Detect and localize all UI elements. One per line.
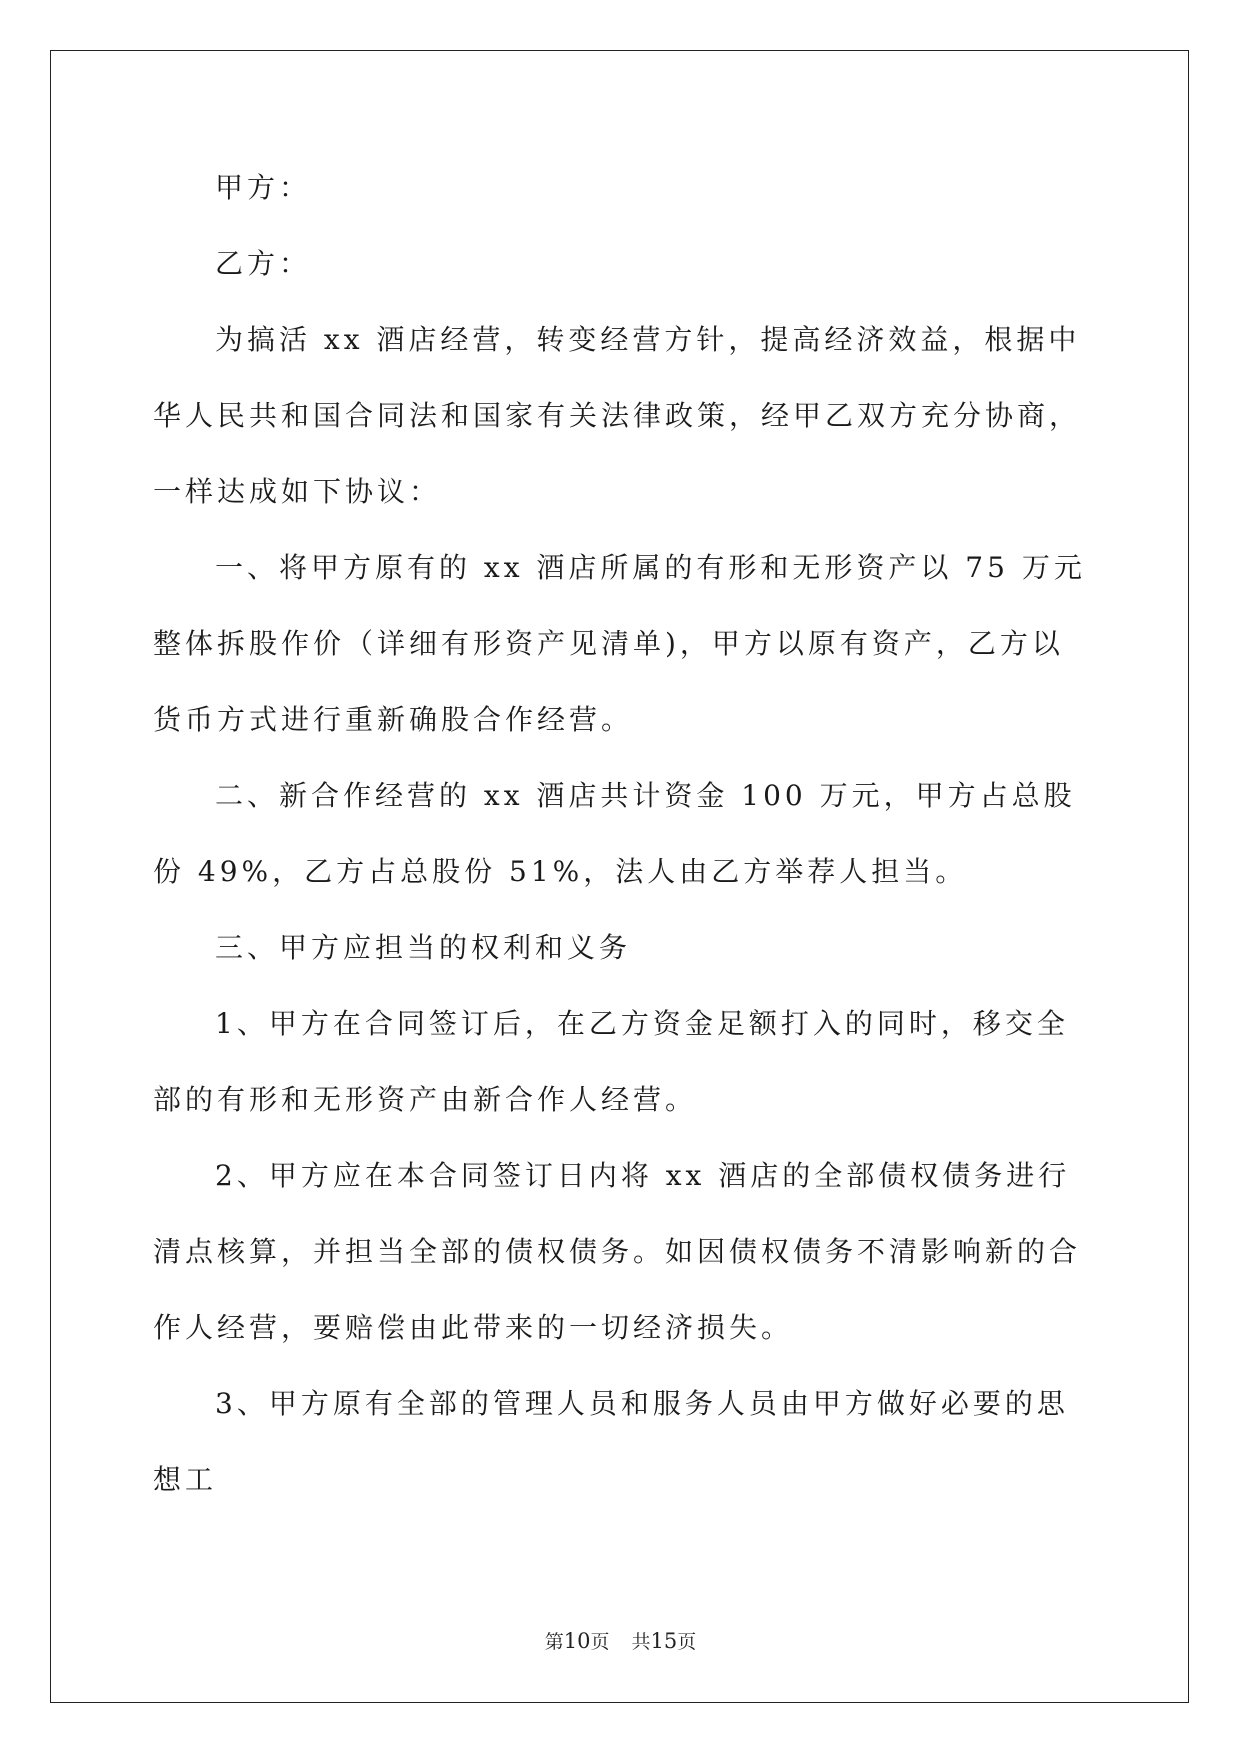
- clause-3-item-1: 1、甲方在合同签订后，在乙方资金足额打入的同时，移交全部的有形和无形资产由新合作人经营。: [153, 1007, 1069, 1116]
- clause-2-paragraph: 二、新合作经营的 xx 酒店共计资金 100 万元，甲方占总股份 49%，乙方占总股份 51%，法人由乙方举荐人担当。: [153, 779, 1076, 888]
- total-suffix: 页: [677, 1631, 697, 1653]
- document-body: [153, 150, 1088, 1518]
- total-prefix: 共: [631, 1631, 651, 1653]
- party-a-line: 甲方：: [215, 171, 312, 204]
- page-total-number: 15: [650, 1629, 678, 1653]
- clause-1-paragraph: 一、将甲方原有的 xx 酒店所属的有形和无形资产以 75 万元整体拆股作价（详细有形资产见清单)，甲方以原有资产，乙方以货币方式进行重新确股合作经营。: [153, 551, 1086, 736]
- page-current-number: 10: [563, 1629, 591, 1653]
- party-b-line: 乙方：: [215, 247, 312, 280]
- clause-3-item-3: 3、甲方原有全部的管理人员和服务人员由甲方做好必要的思想工: [153, 1387, 1069, 1496]
- page-footer: [0, 1627, 1241, 1654]
- preamble-paragraph: 为搞活 xx 酒店经营，转变经营方针，提高经济效益，根据中华人民共和国合同法和国家有关法律政策，经甲乙双方充分协商，一样达成如下协议：: [153, 323, 1082, 508]
- page-suffix: 页: [590, 1631, 610, 1653]
- clause-3-heading: 三、甲方应担当的权利和义务: [215, 931, 632, 964]
- page-prefix: 第: [544, 1631, 564, 1653]
- clause-3-item-2: 2、甲方应在本合同签订日内将 xx 酒店的全部债权债务进行清点核算，并担当全部的债权债务。如因债权债务不清影响新的合作人经营，要赔偿由此带来的一切经济损失。: [153, 1159, 1082, 1344]
